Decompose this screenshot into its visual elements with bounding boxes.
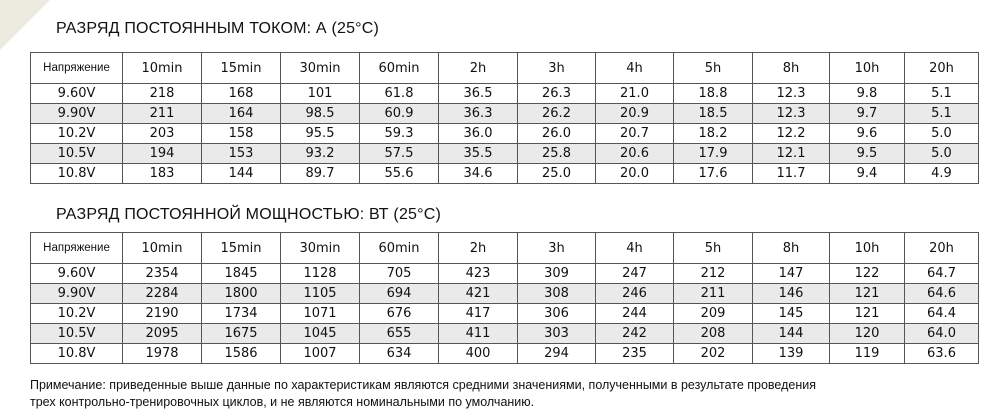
value-cell: 218: [123, 84, 202, 104]
value-cell: 26.2: [518, 104, 596, 124]
value-cell: 694: [360, 284, 439, 304]
table-row: [31, 264, 979, 284]
value-cell: 400: [439, 344, 518, 364]
value-cell: 306: [518, 304, 596, 324]
value-cell: 59.3: [360, 124, 439, 144]
voltage-cell: 9.60V: [31, 264, 123, 284]
value-cell: 55.6: [360, 164, 439, 184]
value-cell: 36.5: [439, 84, 518, 104]
table-row: [31, 144, 979, 164]
value-cell: 57.5: [360, 144, 439, 164]
table-row: [31, 104, 979, 124]
value-cell: 294: [518, 344, 596, 364]
voltage-cell: 10.8V: [31, 344, 123, 364]
value-cell: 18.5: [674, 104, 753, 124]
value-cell: 35.5: [439, 144, 518, 164]
table-row: [31, 284, 979, 304]
value-cell: 12.3: [753, 104, 830, 124]
duration-column-header: 30min: [281, 53, 360, 84]
value-cell: 705: [360, 264, 439, 284]
voltage-cell: 10.2V: [31, 304, 123, 324]
value-cell: 64.7: [905, 264, 979, 284]
value-cell: 93.2: [281, 144, 360, 164]
value-cell: 421: [439, 284, 518, 304]
value-cell: 9.6: [830, 124, 905, 144]
value-cell: 120: [830, 324, 905, 344]
duration-column-header: 8h: [753, 233, 830, 264]
value-cell: 202: [674, 344, 753, 364]
value-cell: 634: [360, 344, 439, 364]
value-cell: 64.0: [905, 324, 979, 344]
voltage-cell: 10.5V: [31, 324, 123, 344]
value-cell: 98.5: [281, 104, 360, 124]
duration-column-header: 3h: [518, 53, 596, 84]
value-cell: 1586: [202, 344, 281, 364]
value-cell: 20.7: [596, 124, 674, 144]
value-cell: 194: [123, 144, 202, 164]
value-cell: 144: [202, 164, 281, 184]
value-cell: 12.3: [753, 84, 830, 104]
value-cell: 12.2: [753, 124, 830, 144]
value-cell: 5.0: [905, 144, 979, 164]
value-cell: 4.9: [905, 164, 979, 184]
voltage-cell: 10.2V: [31, 124, 123, 144]
value-cell: 1128: [281, 264, 360, 284]
voltage-cell: 10.8V: [31, 164, 123, 184]
value-cell: 1045: [281, 324, 360, 344]
value-cell: 60.9: [360, 104, 439, 124]
value-cell: 9.7: [830, 104, 905, 124]
value-cell: 122: [830, 264, 905, 284]
value-cell: 20.9: [596, 104, 674, 124]
voltage-cell: 9.90V: [31, 284, 123, 304]
duration-column-header: 4h: [596, 233, 674, 264]
value-cell: 9.5: [830, 144, 905, 164]
value-cell: 61.8: [360, 84, 439, 104]
value-cell: 1978: [123, 344, 202, 364]
value-cell: 1105: [281, 284, 360, 304]
voltage-column-header: Напряжение: [31, 233, 123, 264]
value-cell: 20.0: [596, 164, 674, 184]
table-row: [31, 324, 979, 344]
value-cell: 158: [202, 124, 281, 144]
value-cell: 12.1: [753, 144, 830, 164]
duration-column-header: 10min: [123, 233, 202, 264]
value-cell: 21.0: [596, 84, 674, 104]
duration-column-header: 5h: [674, 53, 753, 84]
value-cell: 11.7: [753, 164, 830, 184]
value-cell: 247: [596, 264, 674, 284]
value-cell: 20.6: [596, 144, 674, 164]
value-cell: 303: [518, 324, 596, 344]
value-cell: 121: [830, 284, 905, 304]
value-cell: 1800: [202, 284, 281, 304]
value-cell: 164: [202, 104, 281, 124]
value-cell: 235: [596, 344, 674, 364]
value-cell: 34.6: [439, 164, 518, 184]
value-cell: 2095: [123, 324, 202, 344]
value-cell: 36.3: [439, 104, 518, 124]
value-cell: 208: [674, 324, 753, 344]
value-cell: 411: [439, 324, 518, 344]
value-cell: 89.7: [281, 164, 360, 184]
voltage-cell: 10.5V: [31, 144, 123, 164]
table-row: [31, 84, 979, 104]
duration-column-header: 20h: [905, 53, 979, 84]
duration-column-header: 15min: [202, 233, 281, 264]
value-cell: 121: [830, 304, 905, 324]
table-row: [31, 164, 979, 184]
value-cell: 119: [830, 344, 905, 364]
value-cell: 64.6: [905, 284, 979, 304]
duration-column-header: 10h: [830, 53, 905, 84]
table-row: [31, 344, 979, 364]
value-cell: 153: [202, 144, 281, 164]
value-cell: 212: [674, 264, 753, 284]
value-cell: 147: [753, 264, 830, 284]
voltage-column-header: Напряжение: [31, 53, 123, 84]
value-cell: 144: [753, 324, 830, 344]
value-cell: 246: [596, 284, 674, 304]
value-cell: 26.0: [518, 124, 596, 144]
footnote: [30, 377, 970, 411]
value-cell: 36.0: [439, 124, 518, 144]
value-cell: 676: [360, 304, 439, 324]
value-cell: 209: [674, 304, 753, 324]
footnote-line-2: трех контрольно-тренировочных циклов, и не являются номинальными по умолчанию.: [30, 395, 535, 409]
duration-column-header: 5h: [674, 233, 753, 264]
duration-column-header: 20h: [905, 233, 979, 264]
value-cell: 17.9: [674, 144, 753, 164]
value-cell: 18.8: [674, 84, 753, 104]
value-cell: 9.4: [830, 164, 905, 184]
value-cell: 242: [596, 324, 674, 344]
value-cell: 183: [123, 164, 202, 184]
value-cell: 309: [518, 264, 596, 284]
value-cell: 145: [753, 304, 830, 324]
duration-column-header: 4h: [596, 53, 674, 84]
duration-column-header: 2h: [439, 53, 518, 84]
value-cell: 211: [674, 284, 753, 304]
table-header-row: [31, 233, 979, 264]
value-cell: 168: [202, 84, 281, 104]
value-cell: 308: [518, 284, 596, 304]
value-cell: 5.1: [905, 104, 979, 124]
voltage-cell: 9.90V: [31, 104, 123, 124]
value-cell: 25.8: [518, 144, 596, 164]
value-cell: 63.6: [905, 344, 979, 364]
value-cell: 26.3: [518, 84, 596, 104]
value-cell: 1675: [202, 324, 281, 344]
value-cell: 2354: [123, 264, 202, 284]
corner-decoration: [0, 0, 50, 50]
table-row: [31, 304, 979, 324]
value-cell: 95.5: [281, 124, 360, 144]
table-header-row: [31, 53, 979, 84]
value-cell: 18.2: [674, 124, 753, 144]
value-cell: 655: [360, 324, 439, 344]
constant-power-table-title: РАЗРЯД ПОСТОЯННОЙ МОЩНОСТЬЮ: ВТ (25°C): [56, 206, 442, 223]
value-cell: 417: [439, 304, 518, 324]
value-cell: 1734: [202, 304, 281, 324]
value-cell: 211: [123, 104, 202, 124]
duration-column-header: 15min: [202, 53, 281, 84]
value-cell: 2190: [123, 304, 202, 324]
footnote-line-1: Примечание: приведенные выше данные по характеристикам являются средними значениями, полученными в результате проведения: [30, 378, 817, 392]
value-cell: 203: [123, 124, 202, 144]
value-cell: 64.4: [905, 304, 979, 324]
constant-current-table-title: РАЗРЯД ПОСТОЯННЫМ ТОКОМ: А (25°C): [56, 20, 380, 37]
value-cell: 17.6: [674, 164, 753, 184]
value-cell: 5.0: [905, 124, 979, 144]
constant-current-discharge-table: [30, 52, 979, 184]
value-cell: 1071: [281, 304, 360, 324]
duration-column-header: 10h: [830, 233, 905, 264]
value-cell: 25.0: [518, 164, 596, 184]
constant-power-discharge-table: [30, 232, 979, 364]
table-row: [31, 124, 979, 144]
value-cell: 1007: [281, 344, 360, 364]
value-cell: 9.8: [830, 84, 905, 104]
duration-column-header: 2h: [439, 233, 518, 264]
duration-column-header: 10min: [123, 53, 202, 84]
duration-column-header: 30min: [281, 233, 360, 264]
value-cell: 1845: [202, 264, 281, 284]
value-cell: 101: [281, 84, 360, 104]
value-cell: 423: [439, 264, 518, 284]
value-cell: 244: [596, 304, 674, 324]
duration-column-header: 8h: [753, 53, 830, 84]
value-cell: 5.1: [905, 84, 979, 104]
value-cell: 139: [753, 344, 830, 364]
value-cell: 146: [753, 284, 830, 304]
duration-column-header: 3h: [518, 233, 596, 264]
voltage-cell: 9.60V: [31, 84, 123, 104]
value-cell: 2284: [123, 284, 202, 304]
duration-column-header: 60min: [360, 53, 439, 84]
duration-column-header: 60min: [360, 233, 439, 264]
